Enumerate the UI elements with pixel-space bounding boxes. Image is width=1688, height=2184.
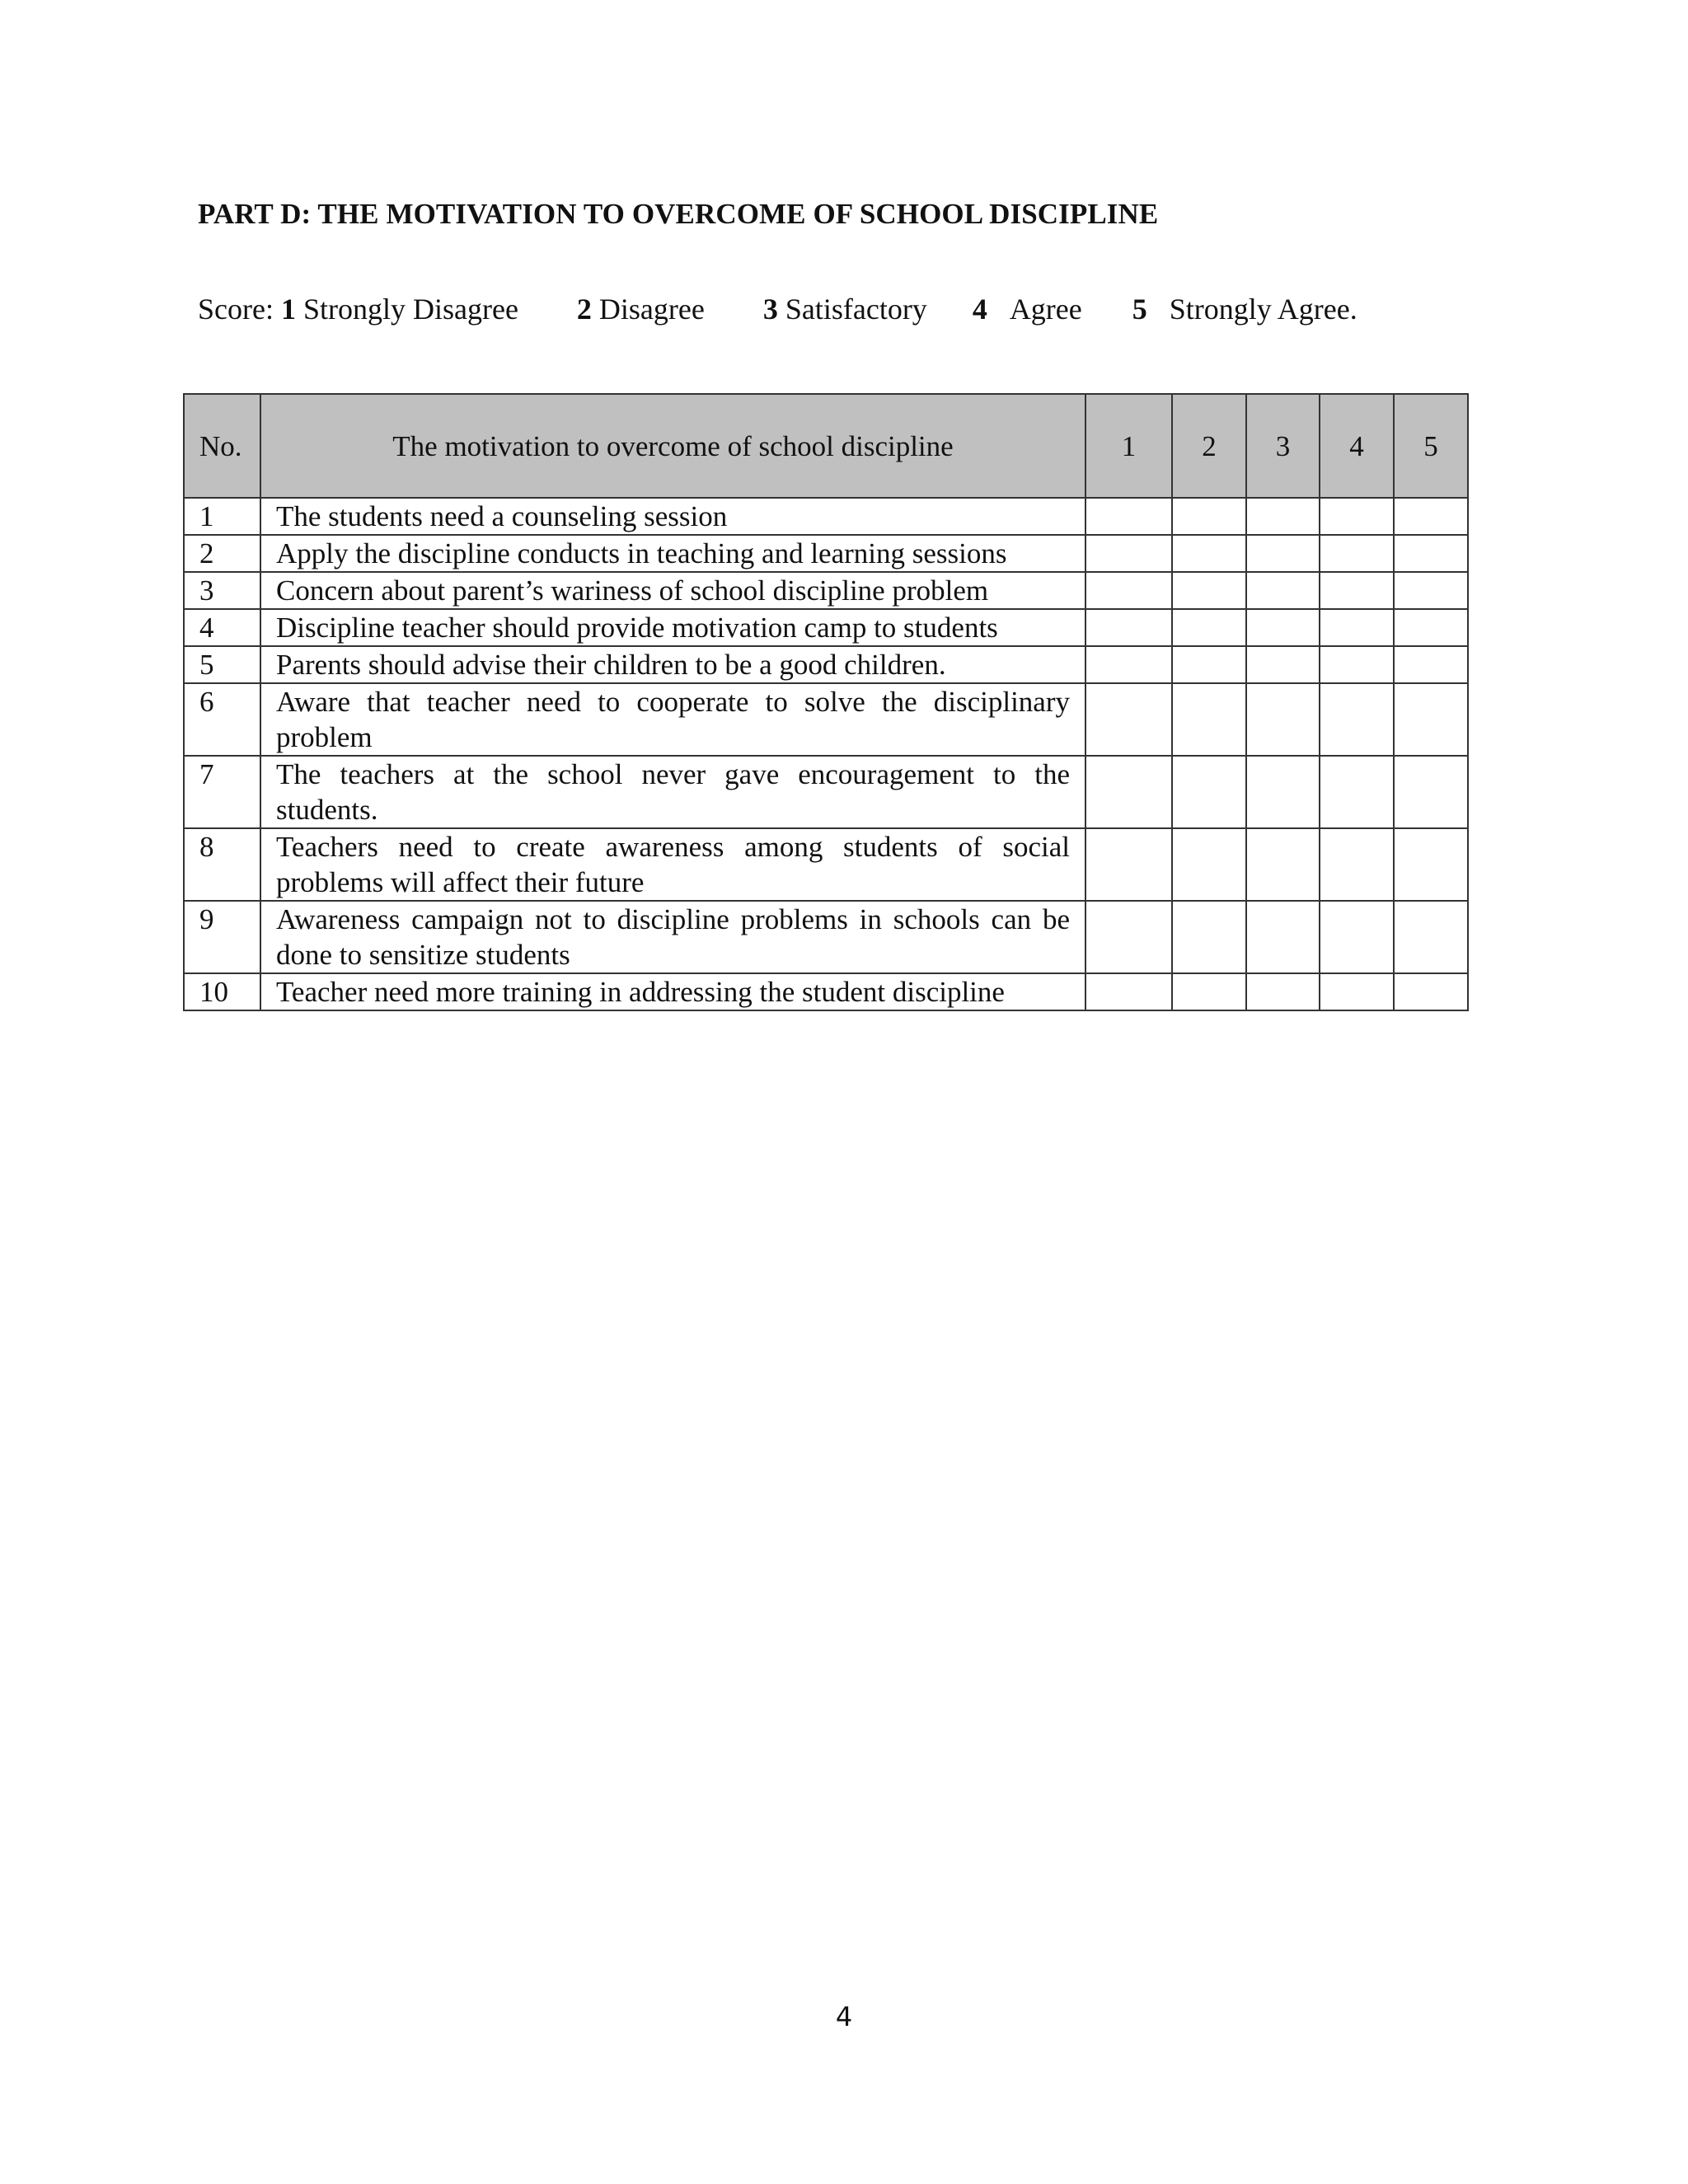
row-number: 5 [184,646,260,683]
rating-cell-1[interactable] [1085,828,1172,901]
header-scale-5: 5 [1394,394,1468,498]
score-4-label: Agree [1009,293,1082,326]
rating-cell-2[interactable] [1172,646,1246,683]
rating-cell-2[interactable] [1172,756,1246,828]
survey-table [183,393,1469,1011]
rating-cell-5[interactable] [1394,646,1468,683]
rating-cell-1[interactable] [1085,572,1172,609]
rating-cell-3[interactable] [1246,572,1320,609]
row-statement: Awareness campaign not to discipline problems in schools can be done to sensitize students [260,901,1085,973]
table-row [184,756,1468,828]
rating-cell-4[interactable] [1320,609,1394,646]
table-row [184,901,1468,973]
header-statement: The motivation to overcome of school discipline [260,394,1085,498]
row-number: 8 [184,828,260,901]
row-number: 2 [184,535,260,572]
row-number: 6 [184,683,260,756]
rating-cell-4[interactable] [1320,901,1394,973]
rating-cell-5[interactable] [1394,498,1468,535]
score-2-label: Disagree [598,293,705,326]
rating-cell-3[interactable] [1246,683,1320,756]
rating-cell-4[interactable] [1320,535,1394,572]
rating-cell-4[interactable] [1320,756,1394,828]
rating-cell-4[interactable] [1320,572,1394,609]
row-number: 1 [184,498,260,535]
score-2-num: 2 [576,293,592,326]
row-statement: Parents should advise their children to be a good children. [260,646,1085,683]
score-1-num: 1 [280,293,296,326]
rating-cell-5[interactable] [1394,572,1468,609]
table-row [184,683,1468,756]
header-no: No. [184,394,260,498]
table-row [184,535,1468,572]
rating-cell-2[interactable] [1172,901,1246,973]
header-scale-3: 3 [1246,394,1320,498]
score-4-num: 4 [972,293,987,326]
table-row [184,973,1468,1010]
table-row [184,498,1468,535]
header-scale-2: 2 [1172,394,1246,498]
score-5-num: 5 [1132,293,1147,326]
section-heading: PART D: THE MOTIVATION TO OVERCOME OF SCHOOL DISCIPLINE [198,198,1159,230]
rating-cell-2[interactable] [1172,828,1246,901]
rating-cell-3[interactable] [1246,901,1320,973]
rating-cell-3[interactable] [1246,498,1320,535]
row-number: 4 [184,609,260,646]
rating-cell-1[interactable] [1085,498,1172,535]
rating-cell-3[interactable] [1246,828,1320,901]
row-statement: Discipline teacher should provide motivation camp to students [260,609,1085,646]
rating-cell-1[interactable] [1085,535,1172,572]
rating-cell-2[interactable] [1172,683,1246,756]
header-scale-4: 4 [1320,394,1394,498]
rating-cell-1[interactable] [1085,901,1172,973]
rating-cell-5[interactable] [1394,973,1468,1010]
rating-cell-3[interactable] [1246,973,1320,1010]
table-row [184,572,1468,609]
row-statement: Teachers need to create awareness among students of social problems will affect their future [260,828,1085,901]
rating-cell-3[interactable] [1246,756,1320,828]
row-statement: Aware that teacher need to cooperate to solve the disciplinary problem [260,683,1085,756]
page-number: 4 [835,2001,853,2032]
header-scale-1: 1 [1085,394,1172,498]
score-prefix: Score: [198,293,274,326]
rating-cell-1[interactable] [1085,683,1172,756]
rating-cell-4[interactable] [1320,683,1394,756]
table-header-row [184,394,1468,498]
score-3-num: 3 [762,293,778,326]
rating-cell-5[interactable] [1394,609,1468,646]
rating-cell-5[interactable] [1394,535,1468,572]
row-number: 10 [184,973,260,1010]
rating-cell-4[interactable] [1320,973,1394,1010]
rating-cell-2[interactable] [1172,572,1246,609]
row-statement: Apply the discipline conducts in teaching and learning sessions [260,535,1085,572]
table-row [184,828,1468,901]
rating-cell-2[interactable] [1172,973,1246,1010]
rating-cell-1[interactable] [1085,973,1172,1010]
rating-cell-1[interactable] [1085,646,1172,683]
rating-cell-4[interactable] [1320,828,1394,901]
score-3-label: Satisfactory [785,293,927,326]
rating-cell-5[interactable] [1394,756,1468,828]
rating-cell-2[interactable] [1172,498,1246,535]
row-statement: The students need a counseling session [260,498,1085,535]
row-number: 3 [184,572,260,609]
rating-cell-2[interactable] [1172,609,1246,646]
score-5-label: Strongly Agree. [1169,293,1357,326]
rating-cell-1[interactable] [1085,609,1172,646]
score-1-label: Strongly Disagree [302,293,518,326]
rating-cell-1[interactable] [1085,756,1172,828]
rating-cell-5[interactable] [1394,901,1468,973]
rating-cell-3[interactable] [1246,646,1320,683]
rating-cell-3[interactable] [1246,609,1320,646]
rating-cell-5[interactable] [1394,683,1468,756]
row-statement: Concern about parent’s wariness of school discipline problem [260,572,1085,609]
row-statement: The teachers at the school never gave encouragement to the students. [260,756,1085,828]
rating-cell-4[interactable] [1320,498,1394,535]
rating-cell-4[interactable] [1320,646,1394,683]
table-row [184,609,1468,646]
row-number: 9 [184,901,260,973]
row-statement: Teacher need more training in addressing the student discipline [260,973,1085,1010]
rating-cell-5[interactable] [1394,828,1468,901]
rating-cell-2[interactable] [1172,535,1246,572]
rating-cell-3[interactable] [1246,535,1320,572]
table-row [184,646,1468,683]
row-number: 7 [184,756,260,828]
score-legend [198,292,1357,326]
